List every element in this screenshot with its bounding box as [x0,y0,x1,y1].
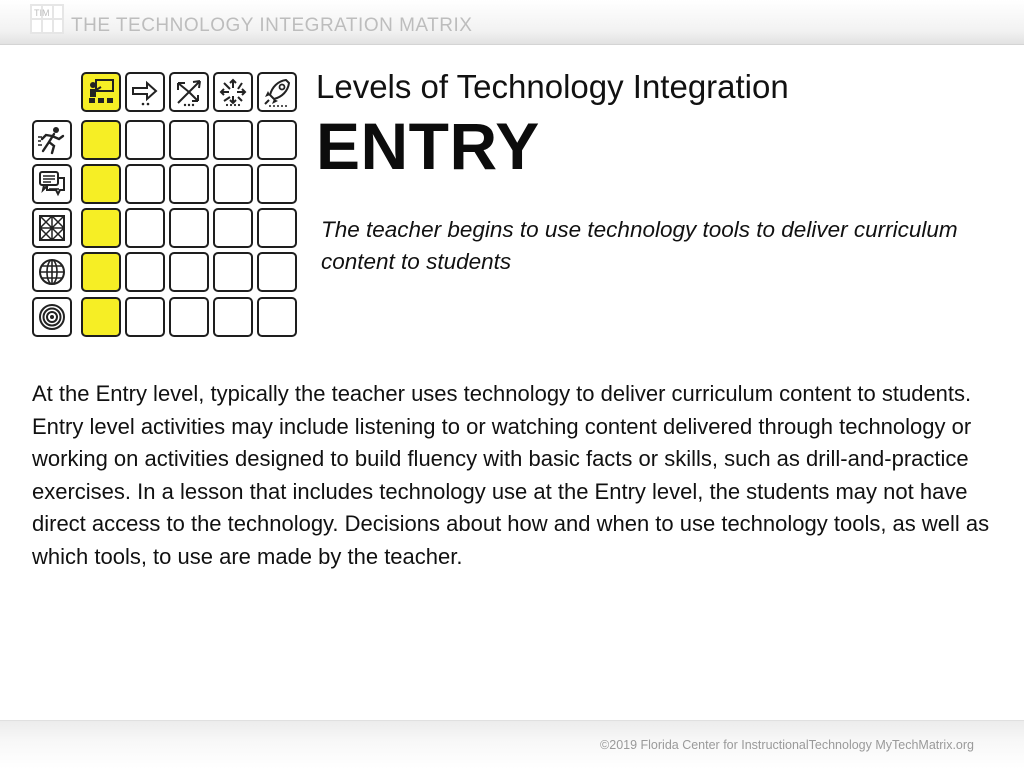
column-header-transformation[interactable] [257,72,297,112]
header-bar [0,0,1024,45]
column-header-adoption[interactable] [125,72,165,112]
target-icon [37,302,67,332]
matrix-cell-authentic-entry[interactable] [81,252,121,292]
outward-arrows-icon [218,77,248,107]
teacher-presenting-icon [86,77,116,107]
matrix-cell-constructive-infusion[interactable] [213,208,253,248]
matrix-cell-goal-directed-adaptation[interactable] [169,297,209,337]
footer-copyright: ©2019 Florida Center for InstructionalTechnology MyTechMatrix.org [600,738,974,752]
matrix-cell-constructive-transformation[interactable] [257,208,297,248]
matrix-cell-collaborative-entry[interactable] [81,164,121,204]
level-title: ENTRY [316,109,540,183]
matrix-cell-collaborative-adaptation[interactable] [169,164,209,204]
matrix-cell-authentic-adoption[interactable] [125,252,165,292]
slide-subtitle: Levels of Technology Integration [316,68,789,105]
network-structure-icon [37,213,67,243]
matrix-cell-authentic-transformation[interactable] [257,252,297,292]
matrix-cell-constructive-adaptation[interactable] [169,208,209,248]
matrix-cell-active-adaptation[interactable] [169,120,209,160]
matrix-cell-authentic-infusion[interactable] [213,252,253,292]
row-header-goal-directed[interactable] [32,297,72,337]
footer-bar [0,720,1024,769]
column-header-entry[interactable] [81,72,121,112]
arrow-right-icon [130,77,160,107]
row-header-collaborative[interactable] [32,164,72,204]
matrix-cell-goal-directed-adoption[interactable] [125,297,165,337]
matrix-cell-active-infusion[interactable] [213,120,253,160]
header-title: THE TECHNOLOGY INTEGRATION MATRIX [71,15,473,36]
rocket-icon [262,77,292,107]
matrix-cell-authentic-adaptation[interactable] [169,252,209,292]
row-header-constructive[interactable] [32,208,72,248]
column-header-infusion[interactable] [213,72,253,112]
matrix-cell-active-transformation[interactable] [257,120,297,160]
matrix-cell-collaborative-infusion[interactable] [213,164,253,204]
matrix-cell-active-adoption[interactable] [125,120,165,160]
column-header-adaptation[interactable] [169,72,209,112]
matrix-cell-goal-directed-transformation[interactable] [257,297,297,337]
row-header-active[interactable] [32,120,72,160]
row-header-authentic[interactable] [32,252,72,292]
tim-logo-icon [30,4,64,34]
globe-icon [37,257,67,287]
matrix-cell-collaborative-transformation[interactable] [257,164,297,204]
matrix-cell-constructive-entry[interactable] [81,208,121,248]
svg-text:TIM: TIM [34,8,50,18]
matrix-cell-goal-directed-infusion[interactable] [213,297,253,337]
level-description: At the Entry level, typically the teacher uses technology to deliver curriculum content to students. Entry level activities may include listening to or watching content delivered through technology or working on activities designed to build fluency with basic facts or skills, such as drill-and-practice exercises. In a lesson that includes technology use at the Entry level, the students may not have direct access to the technology. Decisions about how and when to use technology tools, as well as which tools, to use are made by the teacher. [32,381,990,569]
chat-bubbles-icon [37,169,67,199]
matrix-cell-goal-directed-entry[interactable] [81,297,121,337]
matrix-cell-constructive-adoption[interactable] [125,208,165,248]
level-definition: The teacher begins to use technology tools to deliver curriculum content to students [321,217,958,274]
running-figure-icon [37,125,67,155]
matrix-cell-active-entry[interactable] [81,120,121,160]
matrix-cell-collaborative-adoption[interactable] [125,164,165,204]
branching-arrows-icon [174,77,204,107]
